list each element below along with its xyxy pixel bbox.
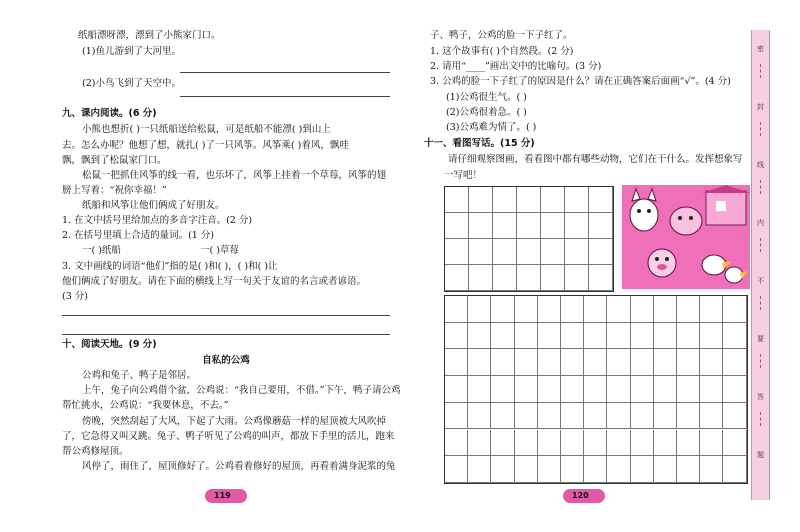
grid-cell: [700, 296, 723, 323]
grid-cell: [445, 187, 469, 213]
grid-cell: [445, 296, 468, 323]
grid-cell: [565, 213, 589, 239]
grid-cell: [654, 376, 677, 403]
grid-cell: [515, 323, 538, 350]
page-number: 120: [572, 491, 589, 500]
sidebar-word: 封: [757, 103, 764, 111]
story-line: 了，它急得又叫又跳。兔子、鸭子听见了公鸡的叫声，都放下手里的活儿，跑来: [62, 431, 395, 442]
story-line: 帮忙挑水，公鸡说：“我要休息，不去。”: [62, 400, 229, 411]
grid-cell: [445, 349, 468, 376]
grid-cell: [654, 323, 677, 350]
measure-word-blank: 一( )纸船: [82, 245, 121, 256]
grid-cell: [607, 323, 630, 350]
grid-cell: [631, 456, 654, 483]
grid-cell: [538, 430, 561, 457]
item-2: 2. 请用“____”画出文中的比喻句。(3 分): [430, 61, 602, 72]
grid-cell: [491, 376, 514, 403]
grid-cell: [541, 265, 565, 291]
grid-cell: [468, 376, 491, 403]
grid-cell: [561, 349, 584, 376]
grid-cell: [654, 456, 677, 483]
grid-cell: [723, 456, 746, 483]
sidebar-word: 答: [757, 393, 764, 401]
grid-cell: [584, 376, 607, 403]
question-2: (2)小鸟飞到了天空中。: [82, 78, 181, 89]
answer-line: [62, 315, 390, 316]
grid-cell: [468, 296, 491, 323]
para-line: 膀上写着：“祝你幸福！”: [62, 185, 167, 196]
grid-cell: [538, 349, 561, 376]
grid-cell: [493, 265, 517, 291]
instruction-line: 一写吧！: [444, 170, 483, 181]
grid-cell: [584, 403, 607, 430]
grid-cell: [445, 456, 468, 483]
grid-cell: [723, 349, 746, 376]
grid-cell: [700, 349, 723, 376]
grid-cell: [517, 239, 541, 265]
story-title: 自私的公鸡: [202, 355, 250, 366]
grid-cell: [515, 349, 538, 376]
grid-cell: [584, 323, 607, 350]
grid-cell: [677, 430, 700, 457]
writing-grid-lower: [444, 295, 748, 484]
para-line: 去。怎么办呢？他想了想，就扎( )了一只风筝。风筝乘( )着风，飘哇: [62, 140, 349, 151]
grid-cell: [607, 349, 630, 376]
grid-cell: [538, 456, 561, 483]
grid-cell: [561, 376, 584, 403]
grid-cell: [654, 296, 677, 323]
sidebar-dash: [760, 122, 762, 136]
grid-cell: [515, 430, 538, 457]
sidebar-word: 不: [757, 277, 764, 285]
grid-cell: [491, 323, 514, 350]
measure-word-blank: 一( )草莓: [200, 245, 239, 256]
grid-cell: [561, 296, 584, 323]
grid-cell: [654, 349, 677, 376]
grid-cell: [654, 403, 677, 430]
grid-cell: [469, 265, 493, 291]
option-2: (2)公鸡很着急。( ): [446, 107, 527, 118]
grid-cell: [445, 265, 469, 291]
grid-cell: [677, 296, 700, 323]
story-line: 公鸡和兔子、鸭子是邻居。: [82, 370, 197, 381]
story-line: 傍晚，突然刮起了大风，下起了大雨。公鸡像蘑菇一样的屋顶被大风吹掉: [82, 416, 387, 427]
grid-cell: [538, 403, 561, 430]
option-1: (1)公鸡很生气。( ): [446, 92, 527, 103]
grid-cell: [584, 430, 607, 457]
grid-cell: [445, 239, 469, 265]
grid-cell: [584, 349, 607, 376]
grid-cell: [584, 456, 607, 483]
grid-cell: [584, 296, 607, 323]
grid-cell: [493, 187, 517, 213]
grid-cell: [723, 296, 746, 323]
section-9-title: 九、课内阅读。(6 分): [62, 108, 157, 119]
grid-cell: [517, 187, 541, 213]
answer-line: [180, 72, 390, 73]
grid-cell: [589, 213, 613, 239]
grid-cell: [541, 239, 565, 265]
grid-cell: [468, 430, 491, 457]
grid-cell: [723, 403, 746, 430]
grid-cell: [515, 456, 538, 483]
grid-cell: [493, 213, 517, 239]
story-continuation: 子、鸭子，公鸡的脸一下子红了。: [430, 30, 573, 41]
item-3-score: (3 分): [62, 291, 88, 302]
grid-cell: [607, 296, 630, 323]
grid-cell: [589, 265, 613, 291]
item-3: 3. 文中画线的词语“他们”指的是( )和( )，( )和( )让: [62, 261, 278, 272]
grid-cell: [491, 349, 514, 376]
grid-cell: [700, 376, 723, 403]
grid-cell: [631, 403, 654, 430]
grid-cell: [565, 187, 589, 213]
grid-cell: [469, 239, 493, 265]
story-line: 帮公鸡修屋顶。: [62, 446, 129, 457]
sidebar-word: 内: [757, 219, 764, 227]
grid-cell: [515, 296, 538, 323]
grid-cell: [631, 323, 654, 350]
grid-cell: [723, 430, 746, 457]
grid-cell: [468, 323, 491, 350]
grid-cell: [561, 403, 584, 430]
grid-cell: [700, 323, 723, 350]
story-line: 风停了，雨住了，屋顶修好了。公鸡看着修好的屋顶，再看着满身泥浆的兔: [82, 461, 396, 472]
item-3-cont: 他们俩成了好朋友。请在下面的横线上写一句关于友谊的名言或者谚语。: [62, 276, 367, 287]
grid-cell: [565, 239, 589, 265]
grid-cell: [445, 403, 468, 430]
grid-cell: [700, 430, 723, 457]
item-1: 1. 在文中括号里给加点的多音字注音。(2 分): [62, 215, 253, 226]
grid-cell: [565, 265, 589, 291]
grid-cell: [469, 213, 493, 239]
para-line: 小熊也想折( )一只纸船送给松鼠，可是纸船不能漂( )到山上: [82, 124, 331, 135]
grid-cell: [538, 376, 561, 403]
grid-cell: [631, 430, 654, 457]
sidebar-word: 线: [757, 161, 764, 169]
grid-cell: [677, 403, 700, 430]
writing-grid-upper: [444, 186, 614, 292]
grid-cell: [468, 456, 491, 483]
para-line: 纸船和风筝让他们俩成了好朋友。: [82, 200, 225, 211]
sidebar-dash: [760, 64, 762, 78]
grid-cell: [677, 376, 700, 403]
grid-cell: [700, 403, 723, 430]
grid-cell: [677, 323, 700, 350]
instruction-line: 请仔细观察图画，看看图中都有哪些动物，它们在干什么。发挥想象写: [448, 154, 743, 165]
grid-cell: [607, 430, 630, 457]
grid-cell: [631, 349, 654, 376]
grid-cell: [445, 213, 469, 239]
grid-cell: [445, 376, 468, 403]
grid-cell: [561, 456, 584, 483]
sidebar-word: 要: [757, 335, 764, 343]
grid-cell: [469, 187, 493, 213]
section-11-title: 十一、看图写话。(15 分): [424, 138, 535, 149]
animals-picture: [622, 185, 750, 289]
grid-cell: [538, 296, 561, 323]
grid-cell: [607, 403, 630, 430]
grid-cell: [493, 239, 517, 265]
sidebar-dash: [760, 354, 762, 368]
answer-line: [180, 96, 390, 97]
grid-cell: [541, 187, 565, 213]
grid-cell: [517, 213, 541, 239]
sidebar-dash: [760, 412, 762, 426]
grid-cell: [607, 456, 630, 483]
sidebar-dash: [760, 238, 762, 252]
grid-cell: [445, 323, 468, 350]
question-1: (1)鱼儿游到了大河里。: [82, 46, 181, 57]
grid-cell: [589, 239, 613, 265]
seal-line-sidebar: [751, 30, 770, 500]
grid-cell: [677, 456, 700, 483]
grid-cell: [515, 403, 538, 430]
grid-cell: [631, 296, 654, 323]
grid-cell: [631, 376, 654, 403]
sidebar-word: 密: [757, 45, 764, 53]
grid-cell: [445, 430, 468, 457]
grid-cell: [517, 265, 541, 291]
grid-cell: [723, 376, 746, 403]
intro-line: 纸船漂呀漂，漂到了小熊家门口。: [78, 30, 221, 41]
grid-cell: [654, 430, 677, 457]
para-line: 松鼠一把抓住风筝的线一看，也乐坏了，风筝上挂着一个草莓，风筝的翅: [82, 170, 387, 181]
grid-cell: [561, 323, 584, 350]
item-1: 1. 这个故事有( )个自然段。(2 分): [430, 46, 574, 57]
grid-cell: [491, 456, 514, 483]
grid-cell: [541, 213, 565, 239]
grid-cell: [561, 430, 584, 457]
section-10-title: 十、阅读天地。(9 分): [62, 339, 157, 350]
grid-cell: [538, 323, 561, 350]
item-3: 3. 公鸡的脸一下子红了的原因是什么？请在正确答案后面画“√”。(4 分): [430, 76, 731, 87]
grid-cell: [589, 187, 613, 213]
option-3: (3)公鸡难为情了。( ): [446, 122, 537, 133]
sidebar-word: 题: [757, 451, 764, 459]
sidebar-dash: [760, 180, 762, 194]
sidebar-dash: [760, 296, 762, 310]
grid-cell: [468, 349, 491, 376]
grid-cell: [491, 403, 514, 430]
grid-cell: [607, 376, 630, 403]
story-line: 上午，兔子向公鸡借个盆，公鸡说：“我自己要用，不借。”下午，鸭子请公鸡: [82, 385, 401, 396]
page-number: 119: [214, 491, 231, 500]
para-line: 飘，飘到了松鼠家门口。: [62, 155, 167, 166]
grid-cell: [723, 323, 746, 350]
grid-cell: [468, 403, 491, 430]
grid-cell: [700, 456, 723, 483]
grid-cell: [677, 349, 700, 376]
grid-cell: [491, 430, 514, 457]
answer-line: [62, 334, 390, 335]
grid-cell: [491, 296, 514, 323]
grid-cell: [515, 376, 538, 403]
item-2: 2. 在括号里填上合适的量词。(1 分): [62, 230, 215, 241]
